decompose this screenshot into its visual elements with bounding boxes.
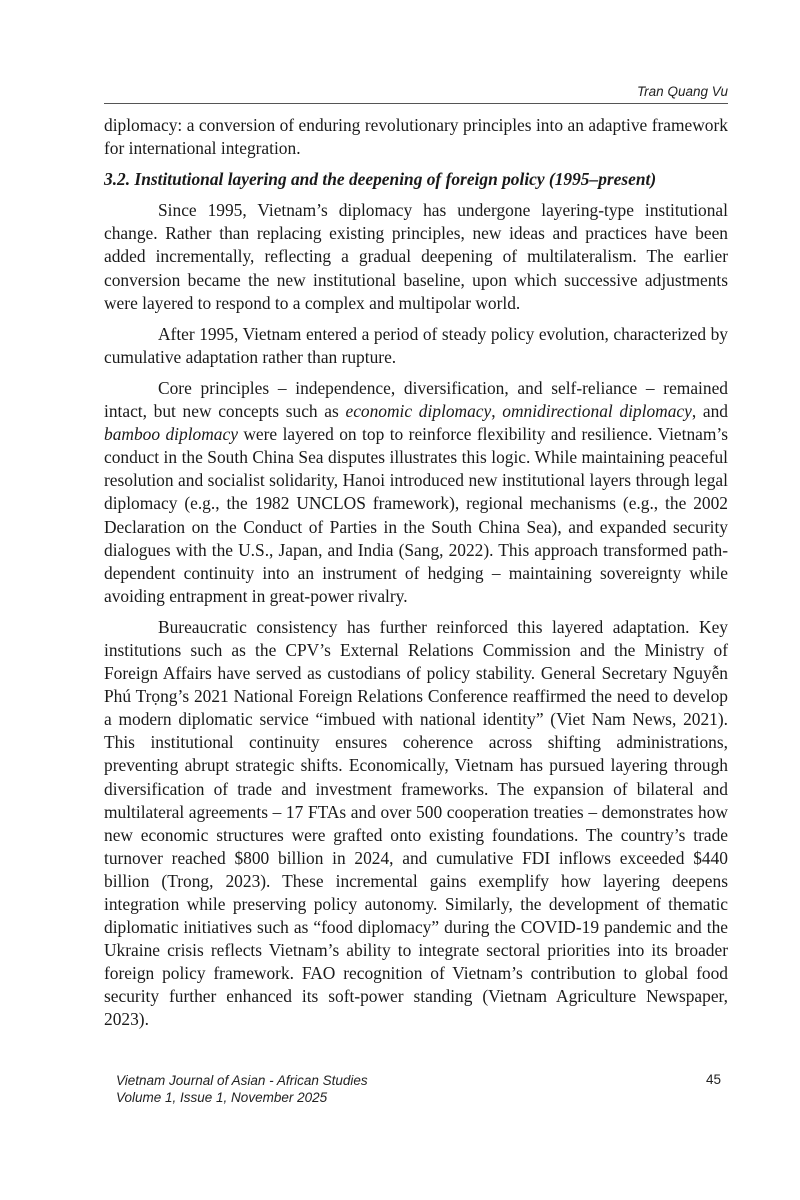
paragraph-continuation: diplomacy: a conversion of enduring revolutionary principles into an adaptive framework for international integration.: [104, 115, 728, 159]
footer-journal-volume: Volume 1, Issue 1, November 2025: [116, 1090, 328, 1105]
paragraph-1: Since 1995, Vietnam’s diplomacy has undergone layering-type institutional change. Rather than replacing existing principles, new ideas and practices have been added incrementally, reflecting a gradual deepening of multilateralism. The earlier conversion became the new institutional baseline, upon which successive adjustments were layered to respond to a complex and multipolar world.: [104, 200, 728, 313]
term-bamboo-diplomacy: bamboo diplomacy: [104, 424, 238, 445]
paragraph-3-text-b: ,: [491, 401, 503, 422]
running-header-author: Tran Quang Vu: [636, 84, 728, 99]
footer-journal-title: Vietnam Journal of Asian - African Studies: [116, 1073, 368, 1088]
paragraph-2: After 1995, Vietnam entered a period of steady policy evolution, characterized by cumulative adaptation rather than rupture.: [104, 323, 728, 367]
paragraph-4: Bureaucratic consistency has further reinforced this layered adaptation. Key institutions such as the CPV’s External Relations Commission and the Ministry of Foreign Affairs have served as custodians of policy stability. General Secretary Nguyễn Phú Trọng’s 2021 National Foreign Relations Conference reaffirmed the need to develop a modern diplomatic service “imbued with national identity” (Viet Nam News, 2021). This institutional continuity ensures coherence across shifting administrations, preventing abrupt strategic shifts. Economically, Vietnam has pursued layering through diversification of trade and investment frameworks. The expansion of bilateral and multilateral agreements – 17 FTAs and over 500 cooperation treaties – demonstrates how new economic structures were grafted onto existing foundations. The country’s trade turnover reached $800 billion in 2024, and cumulative FDI inflows exceeded $440 billion (Trong, 2023). These incremental gains exemplify how layering deepens integration while preserving policy autonomy. Similarly, the development of thematic diplomatic initiatives such as “food diplomacy” during the COVID-19 pandemic and the Ukraine crisis reflects Vietnam’s ability to integrate sectoral priorities into its broader foreign policy framework. FAO recognition of Vietnam’s contribution to global food security further enhanced its soft-power standing (Vietnam Agriculture Newspaper, 2023).: [104, 616, 728, 1030]
section-heading: 3.2. Institutional layering and the deepening of foreign policy (1995–present): [104, 169, 657, 190]
paragraph-3-text-d: were layered on top to reinforce flexibility and resilience. Vietnam’s conduct in the South China Sea disputes illustrates this logic. While maintaining peaceful resolution and socialist solidarity, Hanoi introduced new institutional layers through legal diplomacy (e.g., the 1982 UNCLOS framework), regional mechanisms (e.g., the 2002 Declaration on the Conduct of Parties in the South China Sea), and expanded security dialogues with the U.S., Japan, and India (Sang, 2022). This approach transformed path-dependent continuity into an instrument of hedging – maintaining sovereignty while avoiding entrapment in great-power rivalry.: [104, 424, 728, 606]
footer-journal-info: [116, 1072, 368, 1106]
header-divider: [104, 103, 728, 104]
paragraph-3-text-c: , and: [691, 401, 728, 422]
paragraph-3: [104, 377, 728, 608]
term-omnidirectional-diplomacy: omnidirectional diplomacy: [502, 401, 692, 422]
page-number: 45: [706, 1072, 722, 1087]
paragraph-3-text-a: Core principles – independence, diversification, and self-reliance – remained intact, but new concepts such as: [104, 377, 728, 422]
article-body: [104, 114, 728, 1040]
term-economic-diplomacy: economic diplomacy: [345, 401, 492, 422]
